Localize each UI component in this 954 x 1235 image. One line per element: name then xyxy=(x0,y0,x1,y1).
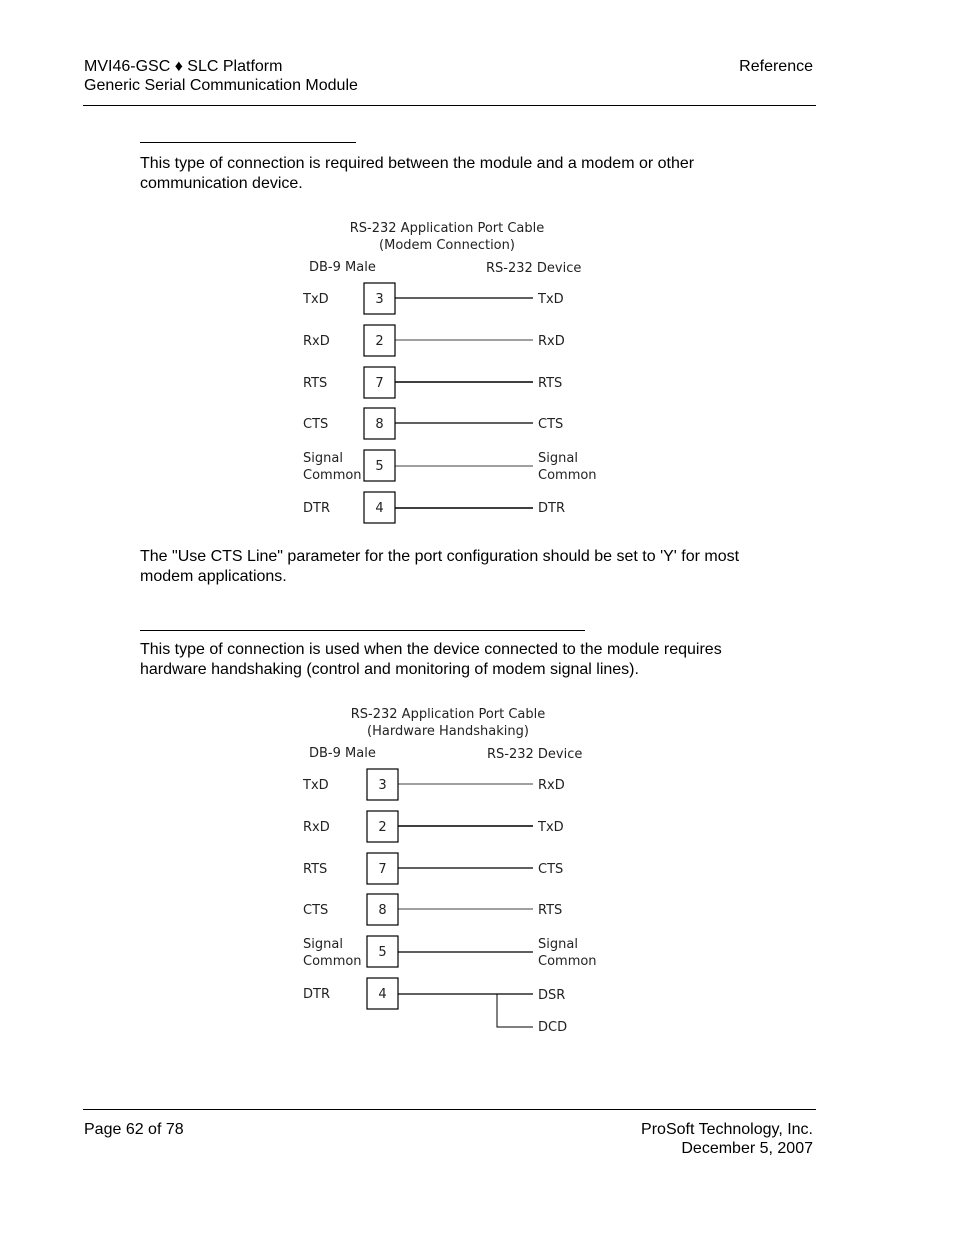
right-signal-label: CTS xyxy=(538,862,564,877)
footer-date: December 5, 2007 xyxy=(681,1140,813,1157)
pin-number: 3 xyxy=(378,778,387,793)
pin-number: 5 xyxy=(375,459,384,474)
right-signal-label: Common xyxy=(538,954,597,969)
right-signal-label: RxD xyxy=(538,334,565,349)
pin-number: 7 xyxy=(375,376,384,391)
left-signal-label: DTR xyxy=(303,501,330,516)
left-signal-label: Common xyxy=(303,954,362,969)
diagram-title: RS-232 Application Port Cable xyxy=(350,707,546,722)
header-section: Reference xyxy=(739,58,813,75)
left-signal-label: TxD xyxy=(303,292,329,307)
left-signal-label: CTS xyxy=(303,903,329,918)
footer-company: ProSoft Technology, Inc. xyxy=(641,1121,813,1138)
right-signal-label: DSR xyxy=(538,988,566,1003)
pin-number: 7 xyxy=(378,862,387,877)
pin-number: 8 xyxy=(378,903,387,918)
left-column-heading: DB-9 Male xyxy=(309,746,376,761)
left-signal-label: RxD xyxy=(303,334,330,349)
pin-number: 4 xyxy=(375,501,384,516)
right-column-heading: RS-232 Device xyxy=(486,261,582,276)
pin-number: 5 xyxy=(378,945,387,960)
right-signal-label: Signal xyxy=(538,937,578,952)
diagram-title: RS-232 Application Port Cable xyxy=(349,221,545,236)
left-signal-label: RTS xyxy=(303,862,328,877)
left-signal-label: Common xyxy=(303,468,362,483)
right-signal-label: TxD xyxy=(538,820,564,835)
left-signal-label: RTS xyxy=(303,376,328,391)
section-heading-rule-handshake xyxy=(140,630,585,631)
left-signal-label: Signal xyxy=(303,451,343,466)
left-column-heading: DB-9 Male xyxy=(309,260,376,275)
modem-note: The "Use CTS Line" parameter for the port configuration should be set to 'Y' for most modem applications. xyxy=(140,548,740,585)
left-signal-label: Signal xyxy=(303,937,343,952)
right-signal-label: RTS xyxy=(538,903,563,918)
right-signal-label: RxD xyxy=(538,778,565,793)
right-signal-label: RTS xyxy=(538,376,563,391)
pin-number: 4 xyxy=(378,987,387,1002)
modem-intro: This type of connection is required between the module and a modem or other communication device. xyxy=(140,155,695,192)
right-signal-label: DTR xyxy=(538,501,565,516)
header-product: MVI46-GSC ♦ SLC Platform xyxy=(84,58,283,75)
right-column-heading: RS-232 Device xyxy=(487,747,583,762)
left-signal-label: DTR xyxy=(303,987,330,1002)
right-signal-label: TxD xyxy=(538,292,564,307)
pin-number: 2 xyxy=(378,820,387,835)
left-signal-label: TxD xyxy=(303,778,329,793)
handshake-intro: This type of connection is used when the device connected to the module requires hardware handshaking (control and monitoring of modem signal lines). xyxy=(140,641,722,678)
right-signal-label: Common xyxy=(538,468,597,483)
wire-branch xyxy=(497,994,533,1027)
diagram-subtitle: (Modem Connection) xyxy=(379,238,515,253)
right-signal-label: Signal xyxy=(538,451,578,466)
pin-number: 8 xyxy=(375,417,384,432)
pin-number: 2 xyxy=(375,334,384,349)
header-subtitle: Generic Serial Communication Module xyxy=(84,77,358,94)
diagram-subtitle: (Hardware Handshaking) xyxy=(367,724,529,739)
left-signal-label: RxD xyxy=(303,820,330,835)
pin-number: 3 xyxy=(375,292,384,307)
right-signal-label: DCD xyxy=(538,1020,568,1035)
right-signal-label: CTS xyxy=(538,417,564,432)
footer-rule xyxy=(83,1109,816,1110)
footer-page-number: Page 62 of 78 xyxy=(84,1121,184,1138)
left-signal-label: CTS xyxy=(303,417,329,432)
